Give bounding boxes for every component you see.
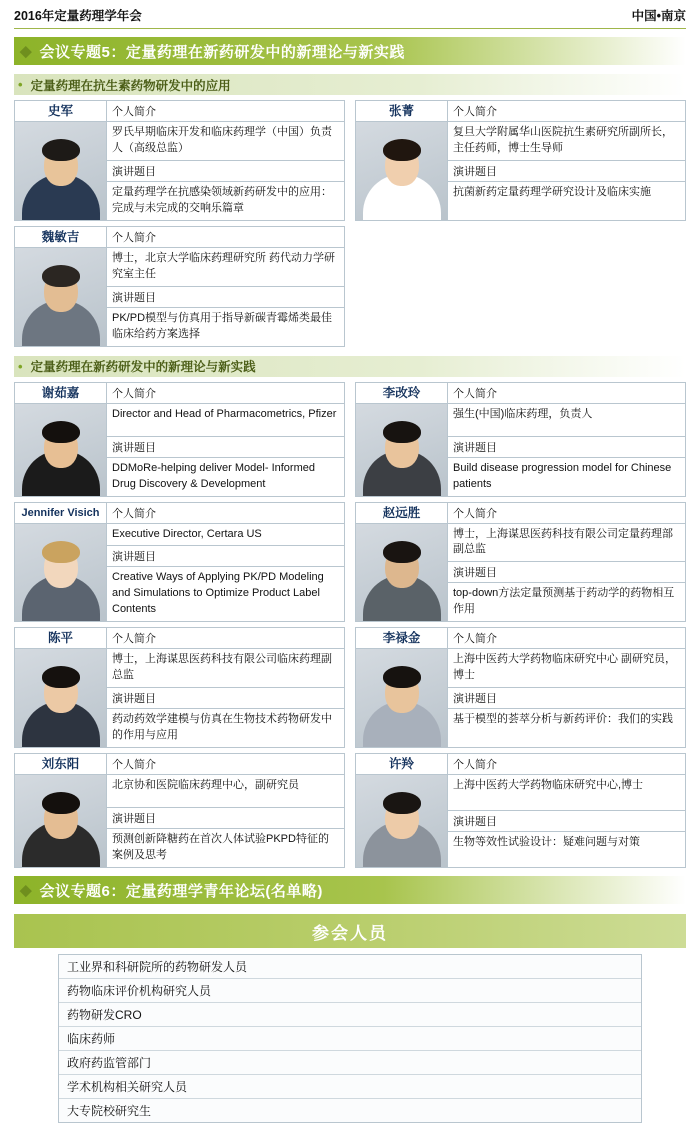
speaker-portrait (356, 404, 447, 496)
speaker-card (355, 382, 686, 497)
speaker-photo-column (15, 754, 107, 867)
speaker-portrait (15, 649, 106, 747)
topic-text: 预测创新降糖药在首次人体试验PKPD特征的案例及思考 (112, 833, 329, 862)
speaker-photo-column (356, 383, 448, 496)
speaker-portrait (15, 122, 106, 220)
speaker-name: 李改玲 (356, 383, 447, 404)
speaker-grid-group2 (14, 382, 686, 869)
bio-text: 强生(中国)临床药理，负责人 (448, 404, 685, 437)
topic-label: 演讲题目 (107, 287, 344, 308)
speaker-portrait (15, 248, 106, 346)
bio-text: Executive Director, Certara US (107, 524, 344, 547)
speaker-name: 谢茹嘉 (15, 383, 106, 404)
speaker-photo-column (356, 101, 448, 220)
speaker-photo-column (356, 503, 448, 622)
participant-row: 临床药师 (59, 1027, 641, 1051)
speaker-name: 史军 (15, 101, 106, 122)
bio-label: 个人简介 (448, 503, 685, 524)
section6-banner (14, 876, 686, 904)
subsection-2-title: 定量药理在新药研发中的新理论与新实践 (30, 360, 256, 374)
speaker-card (355, 753, 686, 868)
speaker-portrait (356, 775, 447, 867)
participant-row: 大专院校研究生 (67, 1104, 152, 1118)
page-header (14, 0, 686, 29)
speaker-card (14, 753, 345, 868)
bio-label: 个人简介 (107, 383, 344, 404)
speaker-info-column (107, 101, 344, 220)
topic-text: 抗菌新药定量药理学研究设计及临床实施 (453, 185, 651, 198)
topic-text: 药动药效学建模与仿真在生物技术药物研发中的作用与应用 (112, 713, 332, 742)
subsection-1-title: 定量药理在抗生素药物研发中的应用 (30, 78, 231, 93)
topic-label: 演讲题目 (448, 811, 685, 832)
topic-label: 演讲题目 (448, 688, 685, 709)
topic-label: 演讲题目 (448, 437, 685, 458)
speaker-portrait (356, 649, 447, 747)
speaker-card (14, 226, 345, 347)
speaker-card (355, 100, 686, 221)
speaker-portrait (15, 775, 106, 867)
speaker-info-column (107, 754, 344, 867)
speaker-card (14, 382, 345, 497)
diamond-icon: ◆ (20, 43, 32, 60)
bio-text: 北京协和医院临床药理中心，副研究员 (107, 775, 344, 808)
bio-text: 博士，上海谋思医药科技有限公司临床药理副总监 (107, 649, 344, 688)
header-left-title: 2016年定量药理学年会 (14, 9, 142, 23)
speaker-name: Jennifer Visich (15, 503, 106, 524)
bio-label: 个人简介 (448, 383, 685, 404)
speaker-info-column (107, 227, 344, 346)
speaker-card (14, 100, 345, 221)
speaker-photo-column (15, 227, 107, 346)
topic-label: 演讲题目 (107, 437, 344, 458)
speaker-photo-column (356, 754, 448, 867)
speaker-info-column (448, 754, 685, 867)
topic-text: 基于模型的荟萃分析与新药评价：我们的实践 (453, 713, 673, 726)
topic-label: 演讲题目 (107, 546, 344, 567)
speaker-photo-column (15, 383, 107, 496)
speaker-name: 赵远胜 (356, 503, 447, 524)
speaker-portrait (15, 524, 106, 622)
speaker-info-column (448, 383, 685, 496)
header-right-location: 中国•南京 (631, 9, 686, 23)
topic-text: PK/PD模型与仿真用于指导新碳青霉烯类最佳临床给药方案选择 (112, 311, 333, 340)
topic-text: Build disease progression model for Chinese patients (453, 461, 672, 490)
bio-text: 上海中医药大学药物临床研究中心,博士 (448, 775, 685, 811)
speaker-grid-group1 (14, 100, 686, 347)
speaker-photo-column (356, 628, 448, 747)
topic-label: 演讲题目 (448, 161, 685, 182)
bio-label: 个人简介 (448, 754, 685, 775)
speaker-photo-column (15, 628, 107, 747)
speaker-portrait (15, 404, 106, 496)
participant-row: 学术机构相关研究人员 (59, 1075, 641, 1099)
speaker-photo-column (15, 503, 107, 622)
topic-label: 演讲题目 (448, 562, 685, 583)
bio-text: 上海中医药大学药物临床研究中心 副研究员，博士 (448, 649, 685, 688)
bio-text: 复旦大学附属华山医院抗生素研究所副所长，主任药师，博士生导师 (448, 122, 685, 161)
participant-row: 药物研发CRO (59, 1003, 641, 1027)
speaker-info-column (107, 503, 344, 622)
speaker-card (355, 627, 686, 748)
participant-row: 政府药监管部门 (59, 1051, 641, 1075)
section6-banner-text: 会议专题6：定量药理学青年论坛(名单略) (39, 882, 323, 900)
speaker-name: 张菁 (356, 101, 447, 122)
speaker-name: 刘东阳 (15, 754, 106, 775)
topic-text: 定量药理学在抗感染领域新药研发中的应用：完成与未完成的交响乐篇章 (112, 185, 332, 214)
subsection-1-banner (14, 74, 686, 95)
participant-row: 药物临床评价机构研究人员 (59, 979, 641, 1003)
speaker-info-column (448, 101, 685, 220)
topic-text: Creative Ways of Applying PK/PD Modeling and Simulations to Optimize Product Label Contents (112, 571, 324, 616)
bullet-icon: • (18, 358, 23, 374)
speaker-info-column (448, 503, 685, 622)
speaker-portrait (356, 524, 447, 622)
topic-label: 演讲题目 (107, 808, 344, 829)
subsection-2-banner (14, 356, 686, 377)
topic-label: 演讲题目 (107, 688, 344, 709)
section5-banner-text: 会议专题5：定量药理在新药研发中的新理论与新实践 (39, 43, 405, 61)
bio-label: 个人简介 (107, 754, 344, 775)
bio-label: 个人简介 (107, 101, 344, 122)
speaker-photo-column (15, 101, 107, 220)
bio-text: 罗氏早期临床开发和临床药理学（中国）负责人（高级总监） (107, 122, 344, 161)
bio-text: Director and Head of Pharmacometrics, Pfizer (107, 404, 344, 437)
participants-list (58, 954, 642, 1123)
speaker-card (14, 627, 345, 748)
speaker-name: 陈平 (15, 628, 106, 649)
speaker-portrait (356, 122, 447, 220)
speaker-name: 魏敏吉 (15, 227, 106, 248)
section5-banner (14, 37, 686, 65)
topic-text: 生物等效性试验设计：疑难问题与对策 (453, 836, 640, 848)
topic-text: top-down方法定量预测基于药动学的药物相互作用 (453, 587, 675, 616)
bio-label: 个人简介 (107, 227, 344, 248)
speaker-info-column (107, 628, 344, 747)
bio-text: 博士，上海谋思医药科技有限公司定量药理部副总监 (448, 524, 685, 563)
bio-label: 个人简介 (448, 101, 685, 122)
topic-label: 演讲题目 (107, 161, 344, 182)
topic-text: DDMoRe-helping deliver Model- Informed Drug Discovery & Development (112, 461, 315, 490)
speaker-name: 李禄金 (356, 628, 447, 649)
speaker-card (355, 502, 686, 623)
bio-label: 个人简介 (448, 628, 685, 649)
speaker-card (14, 502, 345, 623)
diamond-icon: ◆ (20, 882, 32, 899)
speaker-info-column (107, 383, 344, 496)
participant-row: 工业界和科研院所的药物研发人员 (59, 955, 641, 979)
speaker-name: 许羚 (356, 754, 447, 775)
bullet-icon: • (18, 77, 23, 92)
bio-text: 博士，北京大学临床药理研究所 药代动力学研究室主任 (107, 248, 344, 287)
speaker-info-column (448, 628, 685, 747)
bio-label: 个人简介 (107, 503, 344, 524)
participants-title: 参会人员 (312, 923, 388, 943)
participants-title-banner (14, 914, 686, 948)
bio-label: 个人简介 (107, 628, 344, 649)
